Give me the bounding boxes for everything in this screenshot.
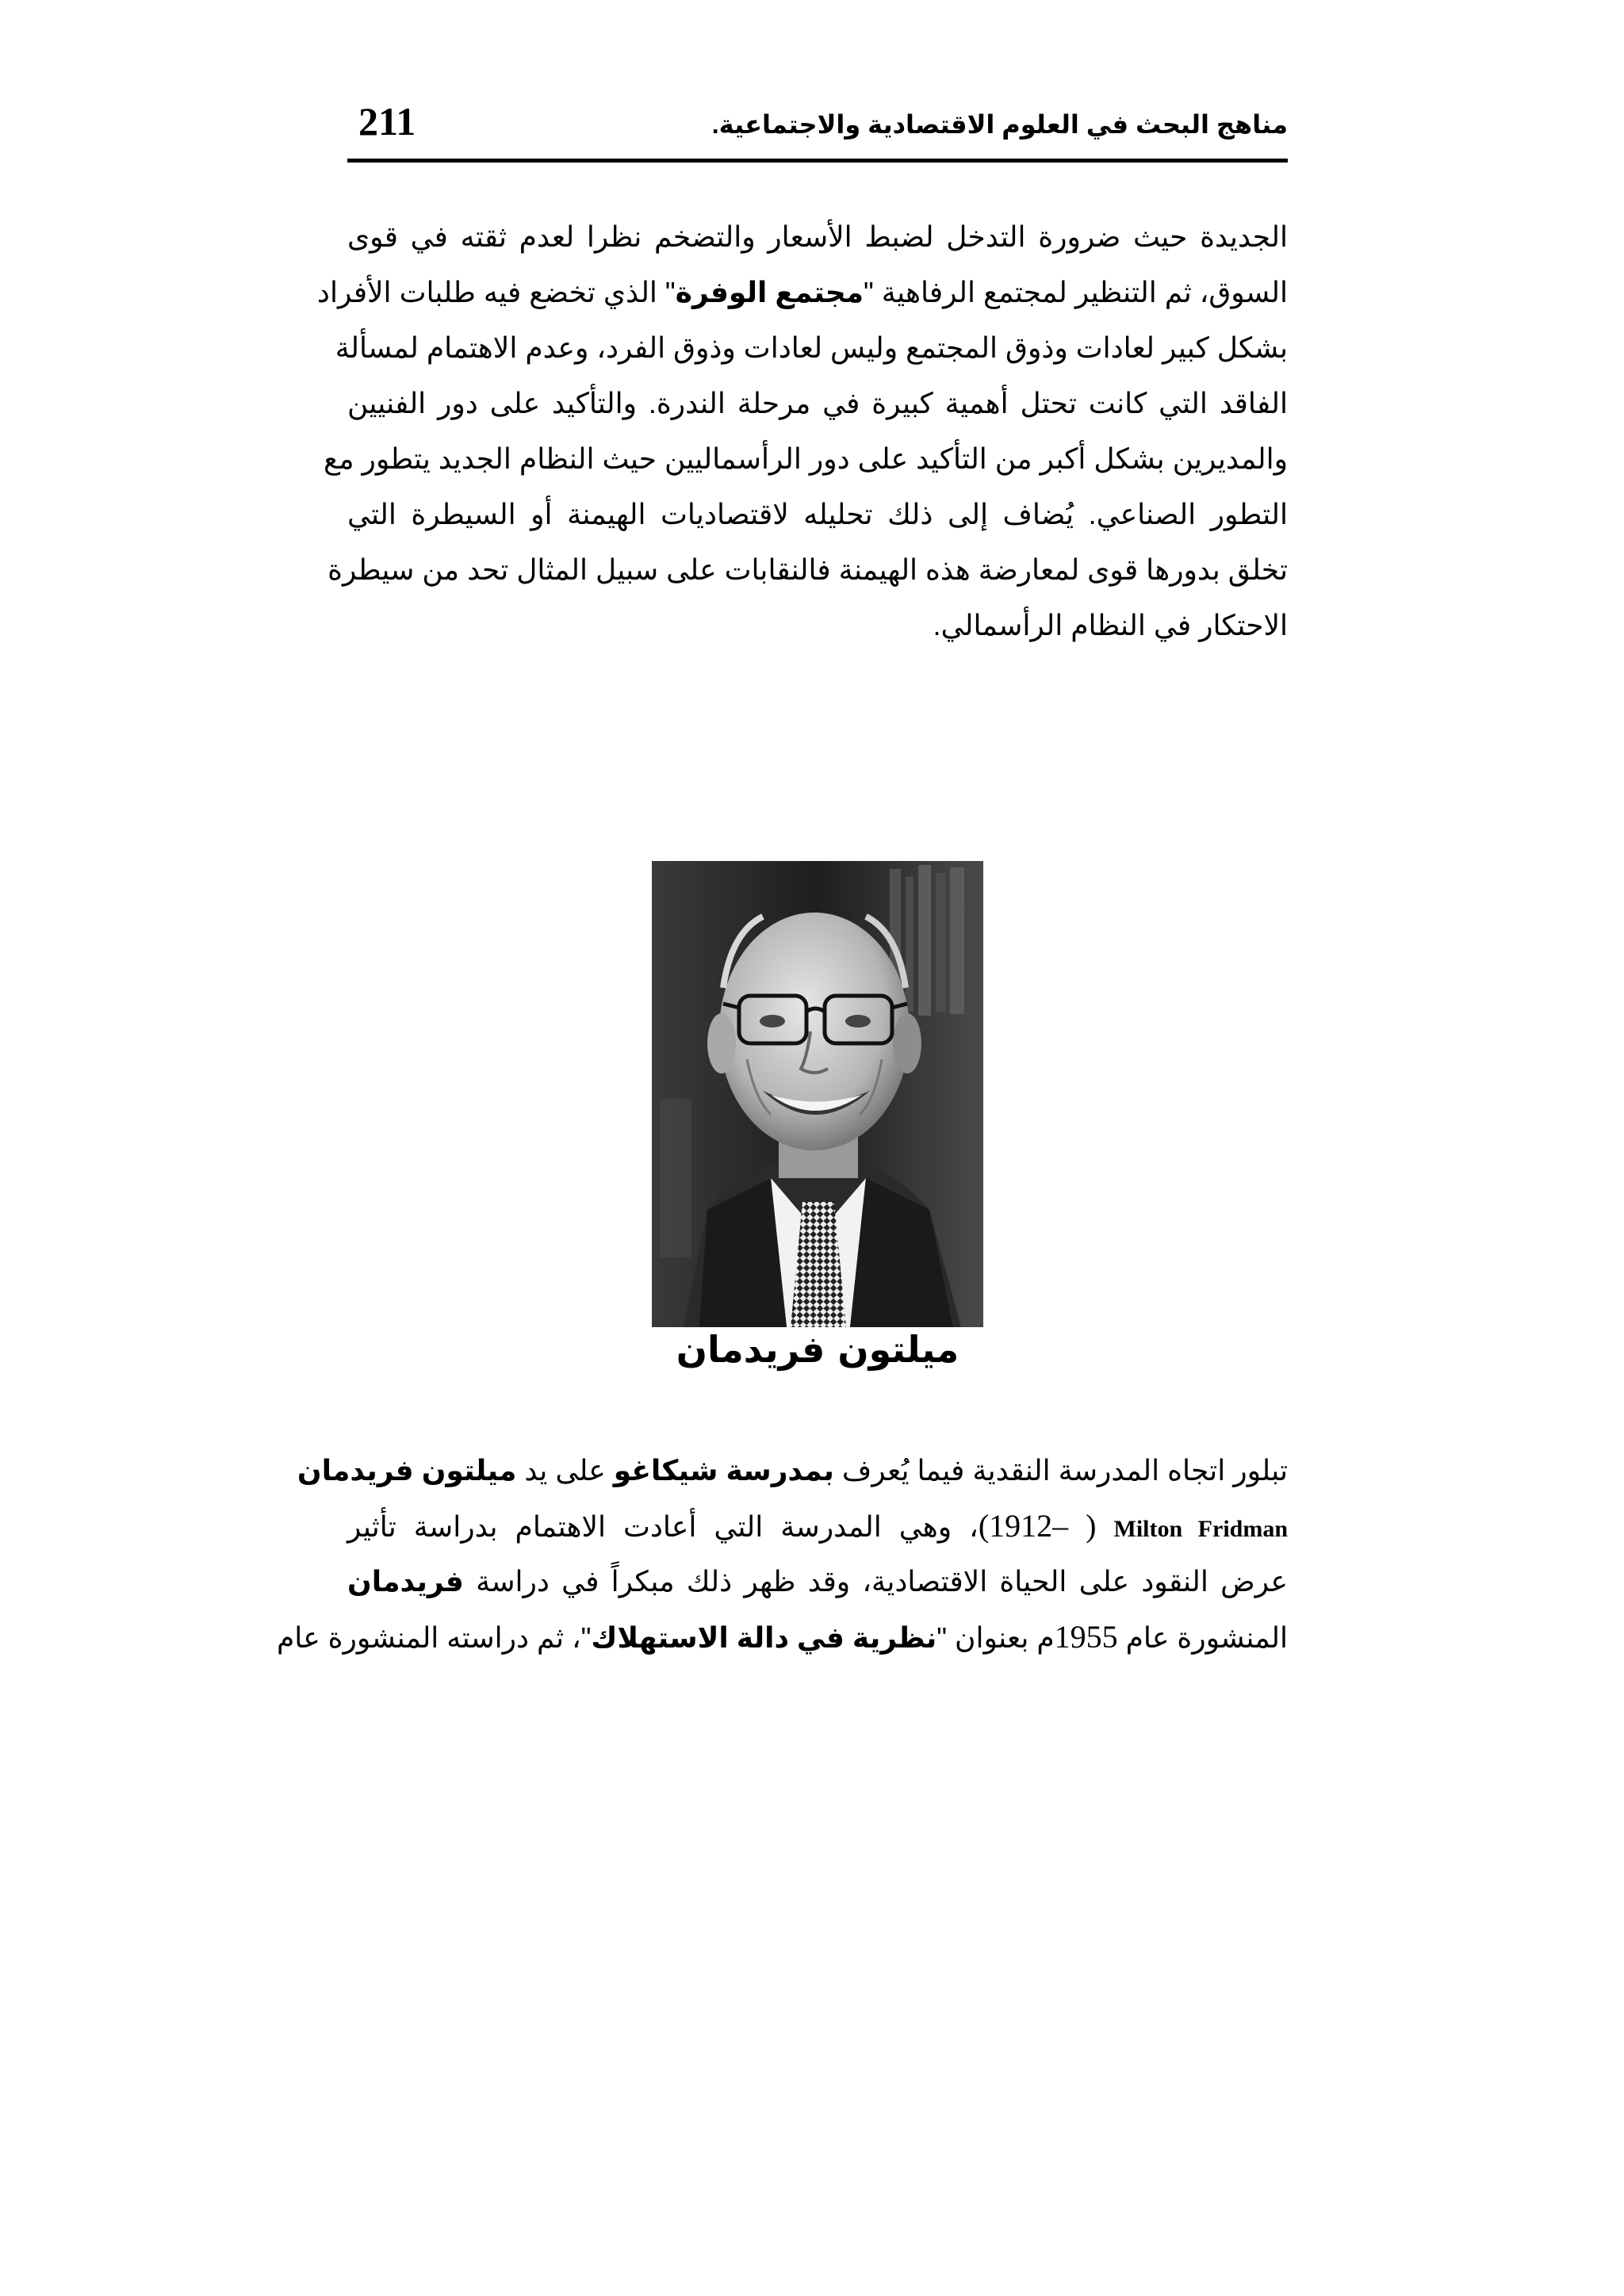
year-number: 1955	[1054, 1619, 1118, 1655]
portrait-photo	[652, 861, 983, 1327]
paragraph-line: والمديرين بشكل أكبر من التأكيد على دور الرأسماليين حيث النظام الجديد يتطور مع	[324, 442, 1288, 475]
portrait-illustration	[652, 861, 983, 1327]
paragraph-line: الجديدة حيث ضرورة التدخل لضبط الأسعار والتضخم نظرا لعدم ثقته في قوى	[347, 220, 1288, 253]
paragraph-2	[276, 1443, 1289, 1665]
paragraph-line: Milton Fridman (1912– )، وهي المدرسة التي أعادت الاهتمام بدراسة تأثير	[347, 1508, 1289, 1544]
paragraph-line: المنشورة عام 1955م بعنوان "نظرية في دالة الاستهلاك"، ثم دراسته المنشورة عام	[276, 1619, 1288, 1655]
paragraph-line: تبلور اتجاه المدرسة النقدية فيما يُعرف بمدرسة شيكاغو على يد ميلتون فريدمان	[297, 1454, 1288, 1487]
paragraph-line: بشكل كبير لعادات وذوق المجتمع وليس لعادات وذوق الفرد، وعدم الاهتمام لمسألة	[335, 331, 1288, 364]
paragraph-line: الفاقد التي كانت تحتل أهمية كبيرة في مرحلة الندرة. والتأكيد على دور الفنيين	[347, 387, 1288, 419]
bold-term: نظرية في دالة الاستهلاك	[591, 1621, 937, 1654]
paragraph-1	[316, 209, 1288, 653]
portrait-caption: ميلتون فريدمان	[676, 1328, 959, 1371]
running-title: مناهج البحث في العلوم الاقتصادية والاجتماعية.	[711, 110, 1288, 139]
latin-name: Milton Fridman	[1113, 1516, 1289, 1542]
bold-term: فريدمان	[347, 1565, 464, 1598]
birth-year: (1912– )	[978, 1508, 1097, 1544]
bold-term: ميلتون فريدمان	[297, 1454, 517, 1487]
page-number: 211	[358, 99, 416, 144]
bold-term: بمدرسة شيكاغو	[613, 1454, 834, 1487]
paragraph-line: السوق، ثم التنظير لمجتمع الرفاهية "مجتمع الوفرة" الذي تخضع فيه طلبات الأفراد	[316, 276, 1288, 308]
page-header	[347, 98, 1288, 163]
bold-term: مجتمع الوفرة	[675, 276, 864, 308]
paragraph-line: عرض النقود على الحياة الاقتصادية، وقد ظهر ذلك مبكراً في دراسة فريدمان	[347, 1565, 1288, 1598]
paragraph-line: التطور الصناعي. يُضاف إلى ذلك تحليله لاقتصاديات الهيمنة أو السيطرة التي	[347, 498, 1288, 530]
paragraph-line: الاحتكار في النظام الرأسمالي.	[933, 609, 1288, 641]
paragraph-line: تخلق بدورها قوى لمعارضة هذه الهيمنة فالنقابات على سبيل المثال تحد من سيطرة	[327, 553, 1288, 586]
